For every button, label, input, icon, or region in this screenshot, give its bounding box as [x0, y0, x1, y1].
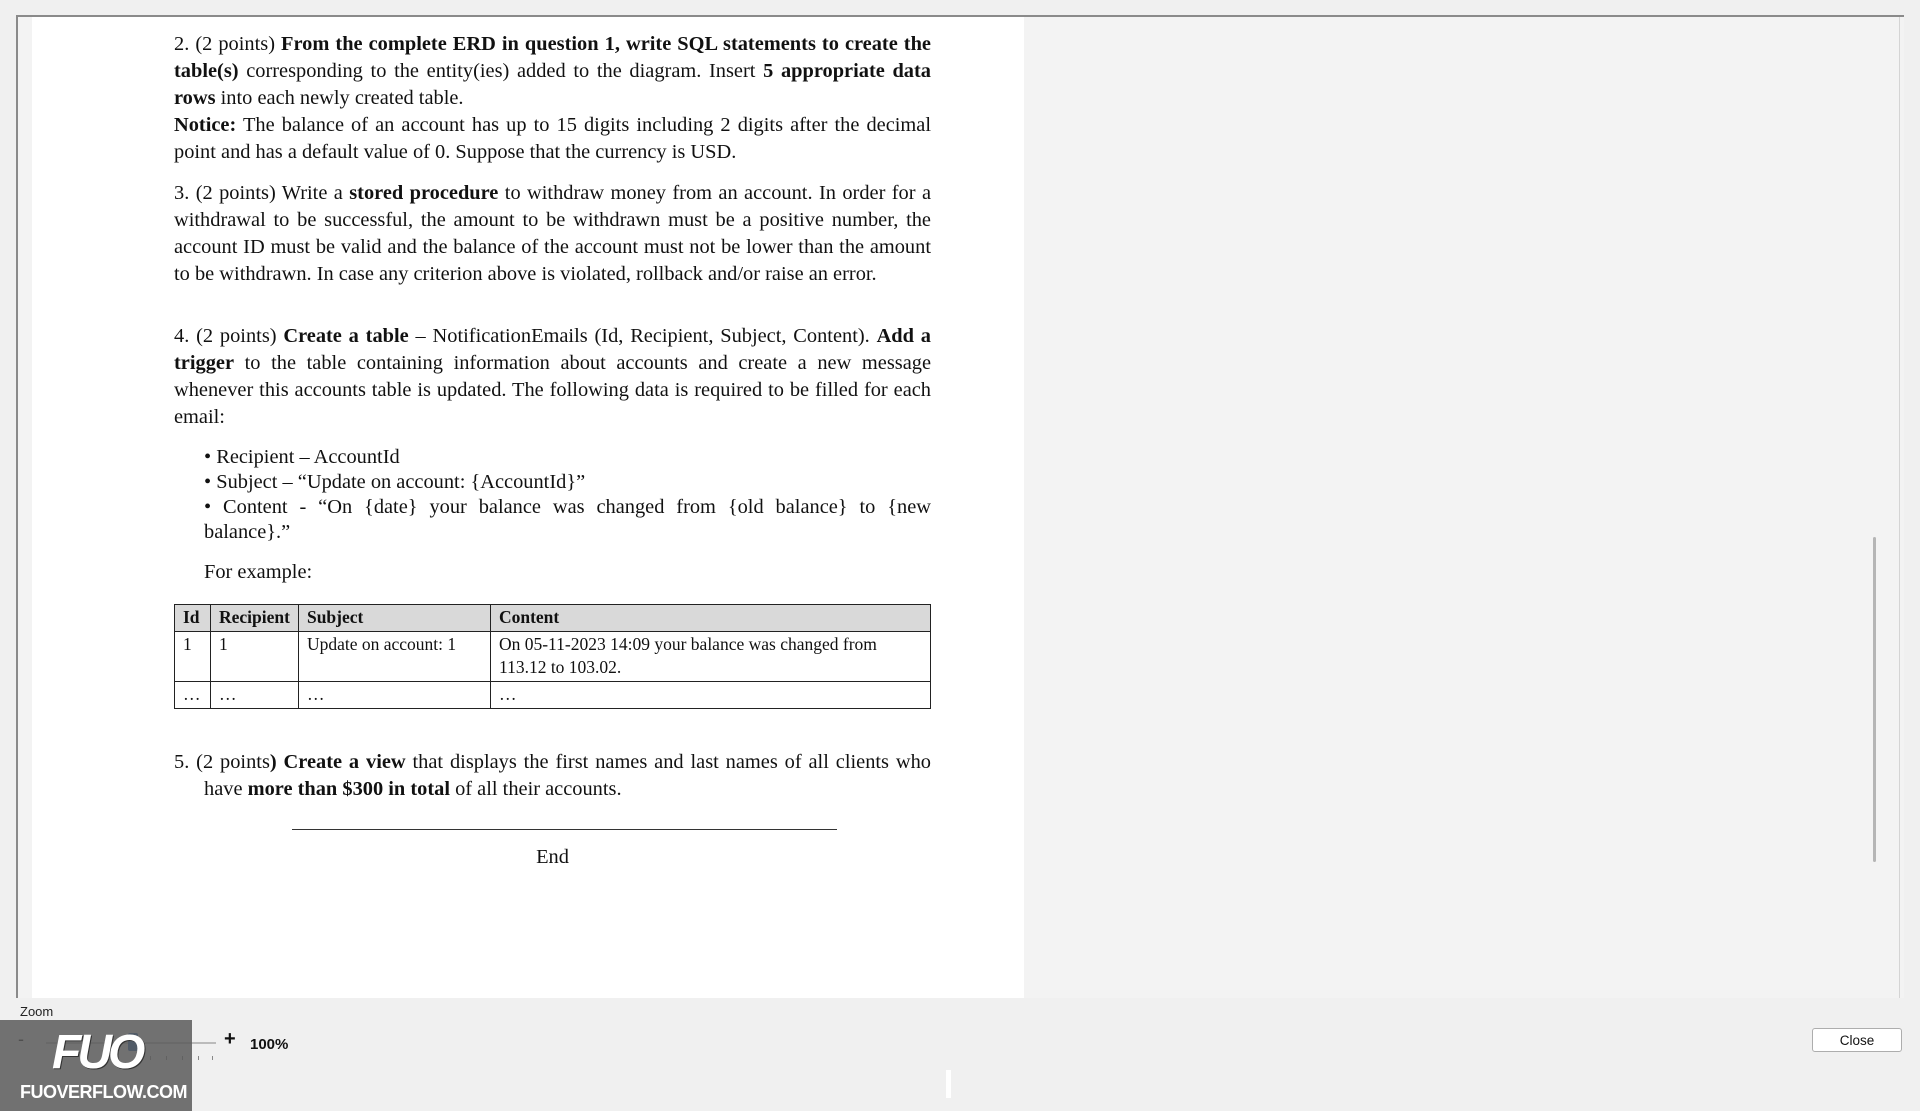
document-page [32, 17, 1024, 998]
zoom-level: 100% [250, 1036, 289, 1053]
watermark-logo [0, 1020, 192, 1111]
question-2-notice: Notice: The balance of an account has up to 15 digits including 2 digits after the decimal point and has a default value of 0. Suppose that the currency is USD. [174, 114, 931, 163]
viewport-divider [1899, 17, 1900, 998]
table-header-row [175, 605, 931, 632]
table-cell: 1 [175, 632, 211, 682]
email-field-list [174, 445, 931, 545]
table-cell: Update on account: 1 [298, 632, 490, 682]
zoom-in-button[interactable]: + [224, 1028, 236, 1050]
list-item: • Content - “On {date} your balance was changed from {old balance} to {new balance}.” [204, 496, 931, 543]
question-3: 3. (2 points) Write a stored procedure to withdraw money from an account. In order for a withdrawal to be successful, the amount to be withdrawn must be a positive number, the account ID must be valid and the balance of the account must not be lower than the amount to be withdrawn. In case any criterion above is violated, rollback and/or raise an error. [174, 182, 932, 285]
document-viewport[interactable] [16, 15, 1904, 998]
vertical-scrollbar[interactable] [1873, 537, 1876, 862]
table-cell: … [490, 682, 930, 709]
table-cell: 1 [211, 632, 299, 682]
zoom-tick [212, 1056, 213, 1060]
list-item: • Subject – “Update on account: {AccountId}” [204, 471, 586, 493]
watermark-logo-text: FUO [52, 1026, 142, 1079]
table-header-cell: Id [175, 605, 211, 632]
example-table [174, 604, 931, 709]
page-content [174, 31, 931, 871]
table-header-cell: Subject [298, 605, 490, 632]
table-cell: On 05-11-2023 14:09 your balance was changed from 113.12 to 103.02. [490, 632, 930, 682]
list-item: • Recipient – AccountId [204, 446, 400, 468]
zoom-tick [198, 1056, 199, 1060]
table-header-cell: Content [490, 605, 930, 632]
watermark-site-text: FUOVERFLOW.COM [20, 1082, 187, 1102]
table-row [175, 632, 931, 682]
table-cell: … [298, 682, 490, 709]
question-2: 2. (2 points) From the complete ERD in question 1, write SQL statements to create the table(s) corresponding to the entity(ies) added to the diagram. Insert 5 appropriate data rows into each newly created table. [174, 33, 931, 109]
close-button[interactable]: Close [1812, 1028, 1902, 1052]
question-5: 5. (2 points) Create a view that displays the first names and last names of all clients who have more than $300 in total of all their accounts. [174, 751, 931, 800]
for-example-label: For example: [204, 561, 313, 583]
table-header-cell: Recipient [211, 605, 299, 632]
zoom-toolbar [0, 998, 1920, 1111]
table-cell: … [175, 682, 211, 709]
table-cell: … [211, 682, 299, 709]
status-marker [946, 1070, 951, 1098]
table-row [175, 682, 931, 709]
question-4: 4. (2 points) Create a table – NotificationEmails (Id, Recipient, Subject, Content). Add a trigger to the table containing information about accounts and create a new message whenever this accounts table is updated. The following data is required to be filled for each email: [174, 325, 931, 428]
end-text: End [536, 846, 569, 868]
zoom-label: Zoom [20, 1004, 54, 1019]
